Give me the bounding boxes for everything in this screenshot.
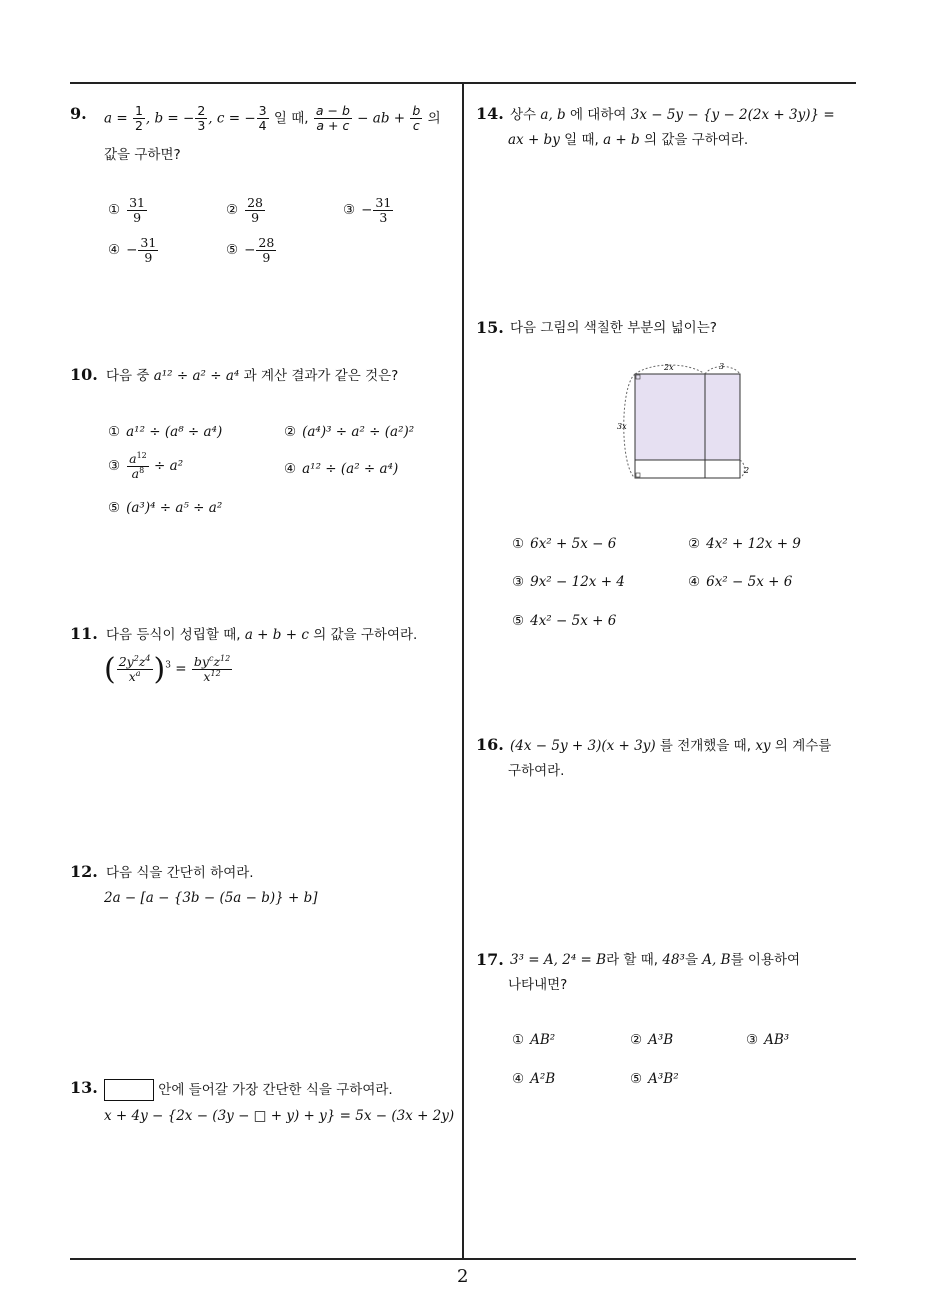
choice-3[interactable]: ③ $\frac{a^{12}}{a^8}$ ÷ a² <box>108 451 184 482</box>
label-2: 2 <box>744 466 750 475</box>
label-3x: 3x <box>617 422 627 431</box>
question-number: 16. <box>476 735 504 754</box>
choice-2[interactable]: ② 4x² + 12x + 9 <box>688 536 801 552</box>
question-number: 13. <box>70 1078 98 1097</box>
choice-5[interactable]: ⑤ 4x² − 5x + 6 <box>512 613 617 629</box>
question-stem: (4x − 5y + 3)(x + 3y) 를 전개했을 때, xy 의 계수를 <box>510 738 832 754</box>
bottom-rule <box>70 1258 856 1260</box>
choice-1[interactable]: ① a¹² ÷ (a⁸ ÷ a⁴) <box>108 424 223 440</box>
column-divider <box>462 82 464 1260</box>
shaded-region <box>635 374 740 460</box>
question-stem: 상수 a, b 에 대하여 3x − 5y − {y − 2(2x + 3y)} = <box>510 107 835 123</box>
choice-5[interactable]: ⑤ − $\frac{28}{9}$ <box>226 235 275 265</box>
question-number: 9. <box>70 104 87 123</box>
question-stem: 3³ = A, 2⁴ = B라 할 때, 48³을 A, B를 이용하여 <box>510 952 801 968</box>
choice-5[interactable]: ⑤ A³B² <box>630 1071 679 1087</box>
choice-3[interactable]: ③ − $\frac{31}{3}$ <box>343 195 392 225</box>
choice-4[interactable]: ④ 6x² − 5x + 6 <box>688 574 793 590</box>
label-2x: 2x <box>664 363 674 372</box>
page-number: 2 <box>457 1266 469 1287</box>
choice-1[interactable]: ① AB² <box>512 1032 556 1048</box>
question-number: 10. <box>70 365 98 384</box>
question-stem: 안에 들어갈 가장 간단한 식을 구하여라. <box>104 1078 393 1103</box>
choice-4[interactable]: ④ − $\frac{31}{9}$ <box>108 235 157 265</box>
choice-1[interactable]: ① $\frac{31}{9}$ <box>108 195 146 225</box>
choice-2[interactable]: ② (a⁴)³ ÷ a² ÷ (a²)² <box>284 424 415 440</box>
question-stem-line2: 값을 구하면? <box>104 147 181 163</box>
answer-blank-box <box>104 1079 154 1101</box>
question-number: 17. <box>476 950 504 969</box>
choice-1[interactable]: ① 6x² + 5x − 6 <box>512 536 617 552</box>
question-stem: 다음 등식이 성립할 때, a + b + c 의 값을 구하여라. <box>106 627 418 643</box>
question-formula: ( $\frac{2y^2z^4}{x^a}$ )$^3$ = $\frac{by^cz^{12}}{x^{12}}$ <box>104 652 231 687</box>
corner-mark-bl <box>636 473 640 477</box>
label-3: 3 <box>719 362 725 371</box>
question-stem-line2: 구하여라. <box>508 763 565 779</box>
choice-2[interactable]: ② $\frac{28}{9}$ <box>226 195 264 225</box>
choice-3[interactable]: ③ AB³ <box>746 1032 790 1048</box>
question-stem-line2: 나타내면? <box>508 977 568 993</box>
question-stem: 다음 식을 간단히 하여라. <box>106 865 254 881</box>
question-stem: 다음 중 a¹² ÷ a² ÷ a⁴ 과 계산 결과가 같은 것은? <box>106 368 399 384</box>
question-formula: x + 4y − {2x − (3y − □ + y) + y} = 5x − (3x + 2y) <box>104 1108 455 1124</box>
choice-4[interactable]: ④ A²B <box>512 1071 556 1087</box>
question-number: 11. <box>70 624 98 643</box>
choice-2[interactable]: ② A³B <box>630 1032 674 1048</box>
question-stem: 다음 그림의 색칠한 부분의 넓이는? <box>510 320 717 336</box>
question-number: 12. <box>70 862 98 881</box>
choice-5[interactable]: ⑤ (a³)⁴ ÷ a⁵ ÷ a² <box>108 500 223 516</box>
area-figure <box>612 356 762 486</box>
choice-3[interactable]: ③ 9x² − 12x + 4 <box>512 574 625 590</box>
choice-4[interactable]: ④ a¹² ÷ (a² ÷ a⁴) <box>284 461 399 477</box>
question-formula: 2a − [a − {3b − (5a − b)} + b] <box>104 890 318 906</box>
question-stem: a = $\frac{1}{2}$ , b = − $\frac{2}{3}$ , c = − $\frac{3}{4}$ 일 때, $\frac{a - b}{a + c}$ − ab + $\frac{b}{c}$ 의 <box>104 103 441 133</box>
question-number: 15. <box>476 318 504 337</box>
question-number: 14. <box>476 104 504 123</box>
question-stem-line2: ax + by 일 때, a + b 의 값을 구하여라. <box>508 132 749 148</box>
